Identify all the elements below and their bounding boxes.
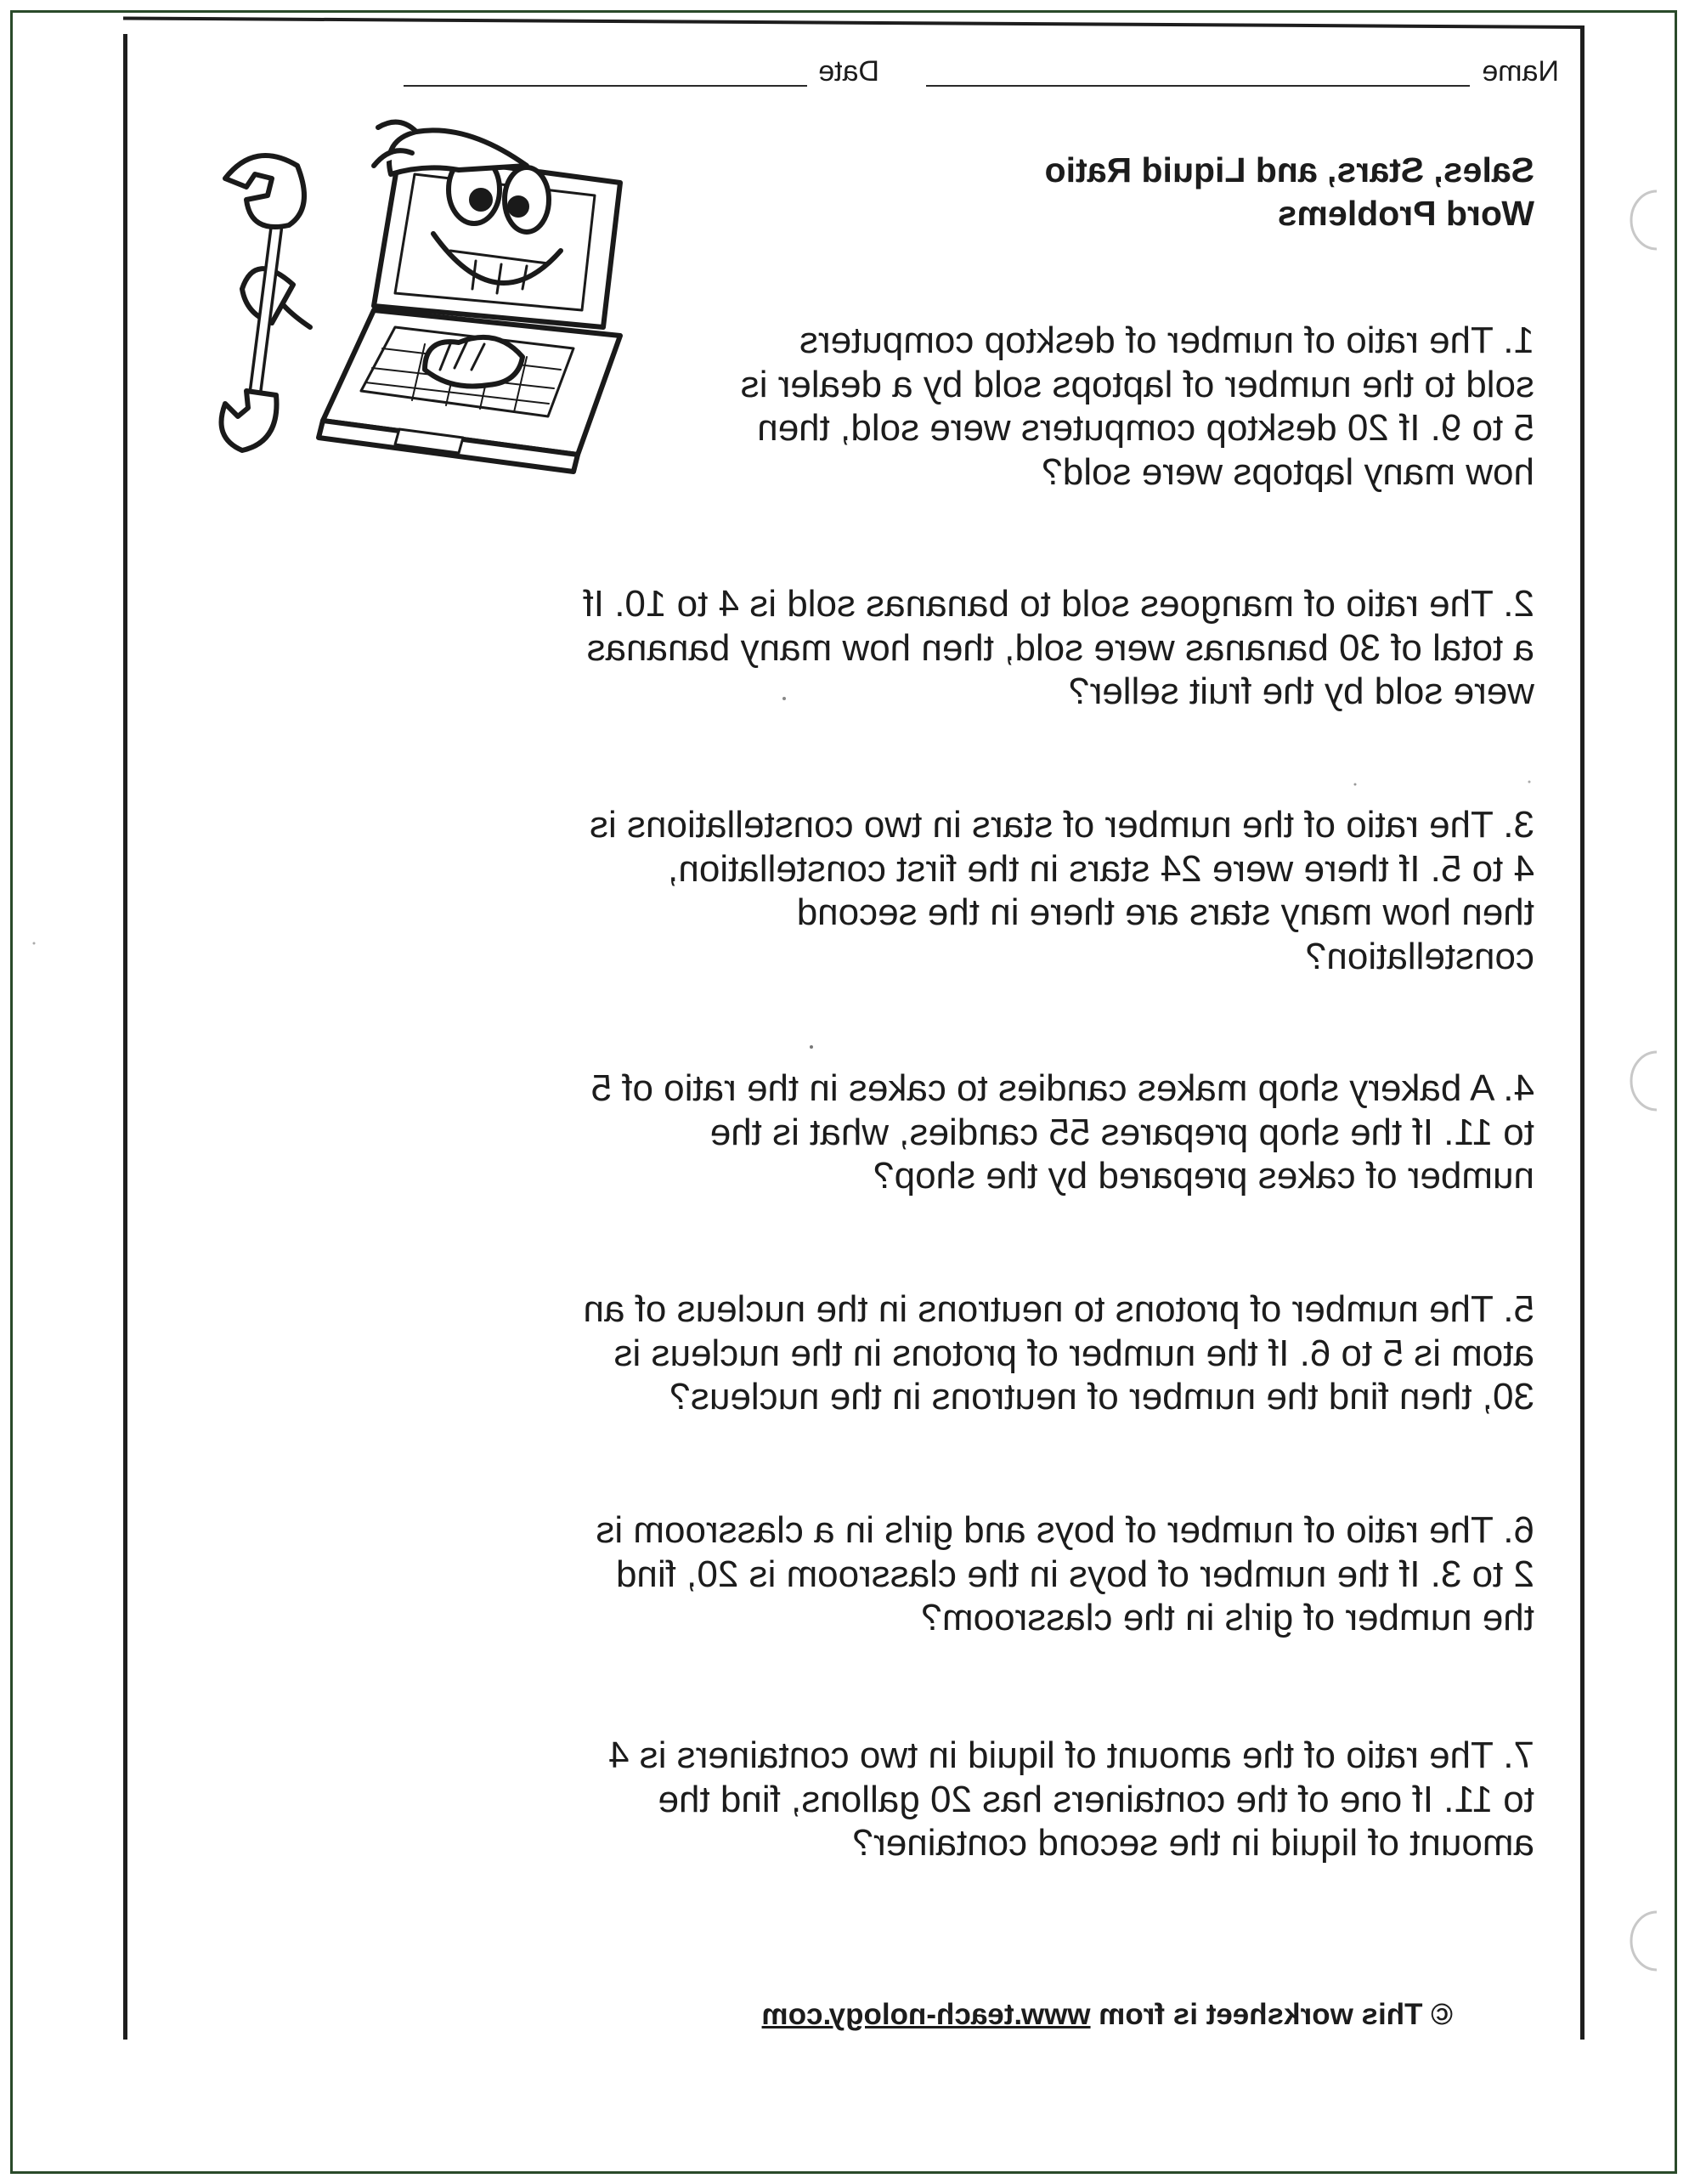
question-line: sold to the number of laptops sold by a dealer is bbox=[740, 363, 1534, 405]
question-line: the number of girls in the classroom? bbox=[921, 1597, 1534, 1638]
name-field-line[interactable] bbox=[926, 85, 1470, 87]
question-line: to 11. If the shop prepares 55 candies, what is the bbox=[709, 1111, 1534, 1153]
question-line: number of cakes prepared by the shop? bbox=[873, 1155, 1534, 1197]
date-field-line[interactable] bbox=[404, 85, 807, 87]
question-4 bbox=[430, 1067, 1534, 1198]
question-line: how many laptops were sold? bbox=[1042, 450, 1534, 493]
title-line-2: Word Problems bbox=[1277, 194, 1534, 233]
question-line: 4 to 5. If there were 24 stars in the first constellation, bbox=[668, 847, 1534, 890]
question-line: 5. The number of protons to neutrons in the nucleus of an bbox=[583, 1288, 1534, 1330]
question-1 bbox=[430, 319, 1534, 494]
question-7 bbox=[430, 1734, 1534, 1865]
source-footer bbox=[762, 1997, 1453, 2033]
title-line-1: Sales, Stars, and Liquid Ratio bbox=[1044, 150, 1534, 190]
question-line: 2. The ratio of mangoes sold to bananas sold is 4 to 10. If bbox=[583, 583, 1534, 625]
question-line: 5 to 9. If 20 desktop computers were sold, then bbox=[757, 407, 1534, 449]
footer-prefix: © This worksheet is from bbox=[1099, 1998, 1453, 2031]
question-2 bbox=[430, 582, 1534, 714]
question-line: a total of 30 bananas were sold, then how many bananas bbox=[586, 626, 1534, 669]
question-6 bbox=[430, 1508, 1534, 1640]
question-line: 2 to 3. If the number of boys in the classroom is 20, find bbox=[615, 1553, 1534, 1595]
question-5 bbox=[430, 1287, 1534, 1419]
question-line: amount of liquid in the second container? bbox=[852, 1822, 1534, 1864]
binder-hole-icon bbox=[1631, 1052, 1657, 1110]
question-line: 6. The ratio of number of boys and girls in a classroom is bbox=[596, 1509, 1534, 1551]
binder-hole-icon bbox=[1631, 191, 1657, 249]
question-line: 30, then find the number of neutrons in the nucleus? bbox=[669, 1376, 1534, 1417]
question-line: were sold by the fruit seller? bbox=[1069, 670, 1534, 712]
worksheet-page bbox=[123, 25, 1584, 2040]
page-left-border bbox=[1580, 25, 1584, 2040]
date-label: Date bbox=[818, 55, 879, 88]
question-3 bbox=[430, 803, 1534, 978]
question-line: 4. A bakery shop makes candies to cakes in the ratio of 5 bbox=[590, 1067, 1534, 1109]
binder-hole-icon bbox=[1631, 1912, 1657, 1970]
name-label: Name bbox=[1482, 55, 1559, 88]
question-line: then how many stars are there in the second bbox=[796, 891, 1534, 933]
question-line: constellation? bbox=[1305, 935, 1534, 977]
question-line: to 11. If one of the containers has 20 gallons, find the bbox=[658, 1778, 1534, 1820]
question-line: 3. The ratio of the number of stars in two constellations is bbox=[590, 804, 1534, 846]
page-right-border bbox=[123, 34, 127, 2040]
source-link[interactable]: www.teach-nology.com bbox=[761, 1998, 1091, 2031]
question-line: atom is 5 to 6. If the number of protons in the nucleus is bbox=[613, 1332, 1534, 1374]
question-line: 1. The ratio of number of desktop computers bbox=[799, 320, 1534, 361]
worksheet-title bbox=[685, 149, 1534, 235]
question-line: 7. The ratio of the amount of liquid in two containers is 4 bbox=[607, 1734, 1534, 1776]
